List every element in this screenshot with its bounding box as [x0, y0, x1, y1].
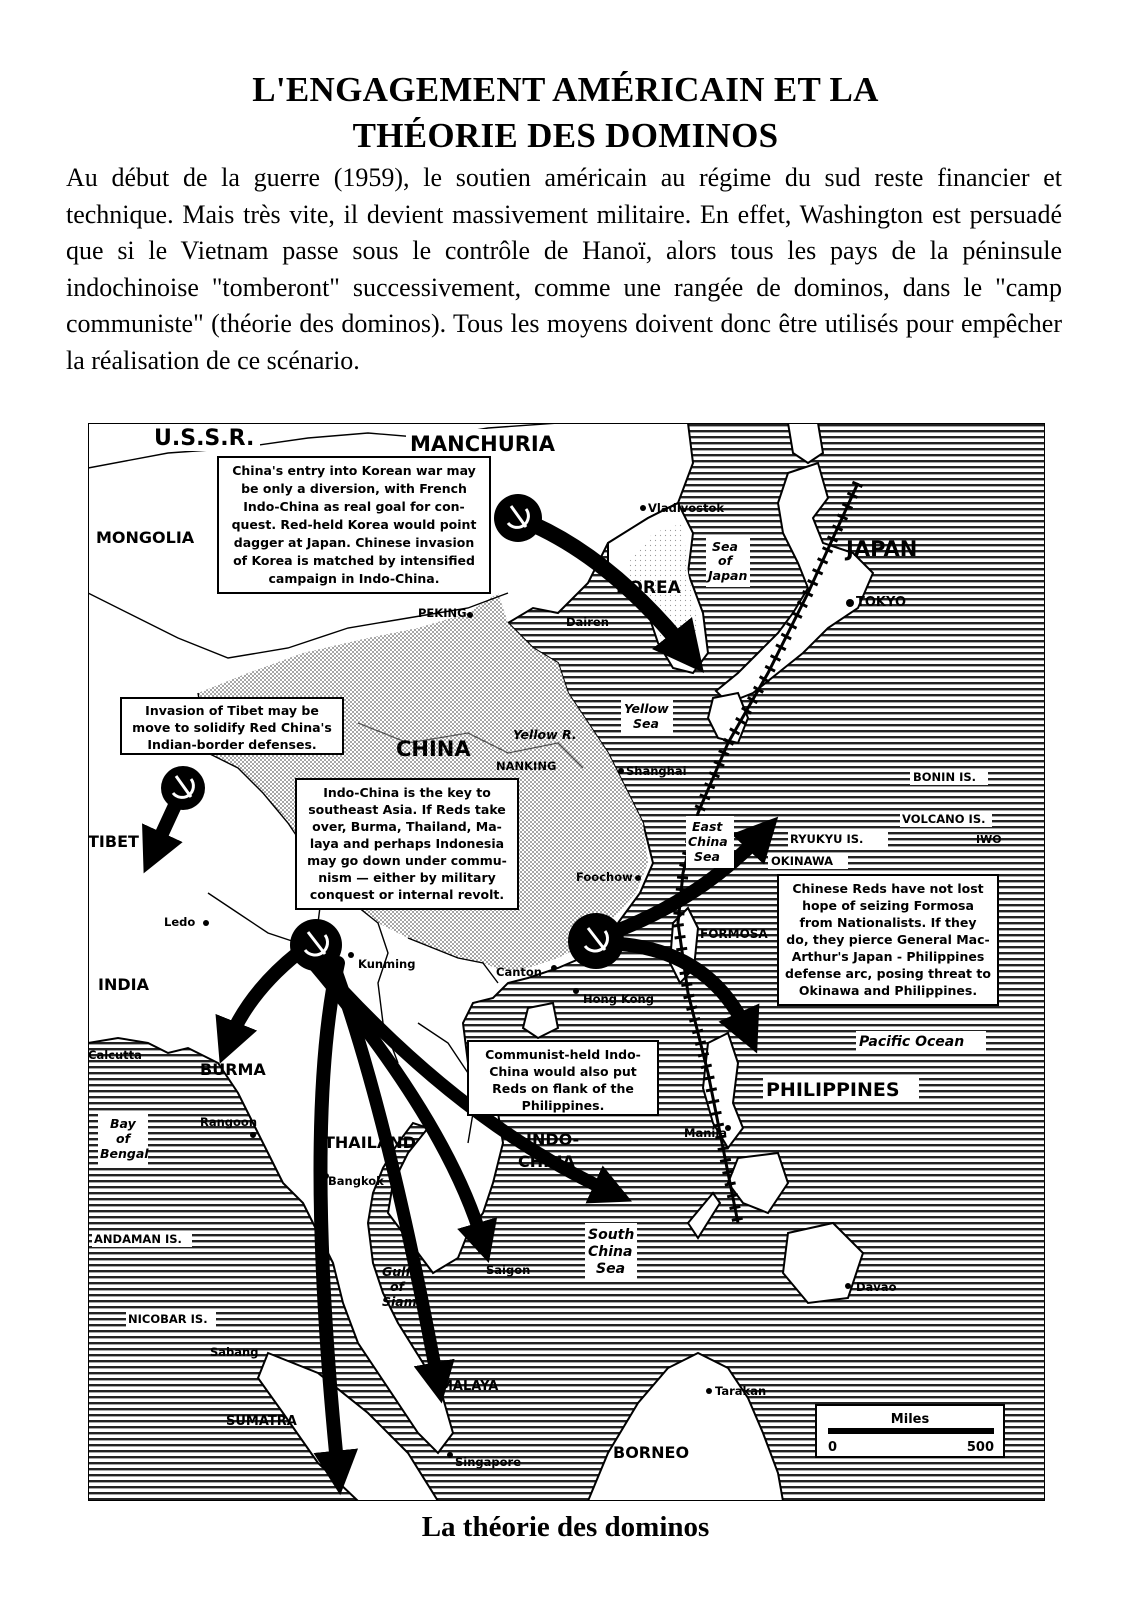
label-bengal-1: Bay	[110, 1116, 136, 1131]
annotation-formosa-line: defense arc, posing threat to	[785, 966, 991, 981]
label-sabang: Sabang	[210, 1345, 259, 1359]
label-tokyo: TOKYO	[856, 595, 906, 610]
annotation-formosa-line: from Nationalists. If they	[799, 915, 977, 930]
label-singapore: Singapore	[455, 1455, 522, 1469]
annotation-formosa-line: Arthur's Japan - Philippines	[791, 949, 985, 964]
page-title-line-2: THÉORIE DES DOMINOS	[352, 116, 779, 155]
annotation-philippines-line: Communist-held Indo-	[485, 1047, 641, 1062]
label-china: CHINA	[396, 737, 471, 761]
annotation-philippines-line: Philippines.	[521, 1098, 605, 1113]
annotation-indochina-line: nism — either by military	[318, 870, 496, 885]
label-shanghai: Shanghai	[626, 764, 687, 778]
annotation-formosa-line: Chinese Reds have not lost	[792, 881, 984, 896]
annotation-korea-line: Indo-China as real goal for con-	[243, 499, 465, 514]
label-malaya: MALAYA	[440, 1379, 499, 1394]
label-bangkok: Bangkok	[328, 1174, 384, 1188]
label-siam-1: Gulf	[382, 1264, 411, 1279]
label-rangoon: Rangoon	[200, 1115, 258, 1129]
label-siam-3: Siam	[382, 1294, 417, 1309]
label-yellow-sea-1: Yellow	[624, 701, 669, 716]
label-bonin: BONIN IS.	[913, 770, 977, 784]
hammer-sickle-icon	[161, 766, 205, 810]
label-iwo: IWO	[976, 833, 1002, 846]
label-calcutta: Calcutta	[88, 1048, 142, 1062]
label-indochina-1: INDO-	[526, 1130, 580, 1149]
label-sea-japan-2: of	[718, 553, 733, 568]
domino-theory-map	[88, 423, 1045, 1501]
label-ledo: Ledo	[164, 915, 196, 929]
label-manchuria: MANCHURIA	[410, 432, 556, 456]
label-siam-2: of	[390, 1279, 405, 1294]
label-pacific: Pacific Ocean	[859, 1034, 965, 1050]
label-nicobar: NICOBAR IS.	[128, 1312, 208, 1326]
annotation-indochina-line: over, Burma, Thailand, Ma-	[312, 819, 502, 834]
label-yellow-sea-2: Sea	[633, 716, 659, 731]
label-korea: KOREA	[616, 578, 681, 598]
annotation-indochina-line: Indo-China is the key to	[323, 785, 491, 800]
label-bengal-3: Bengal	[100, 1146, 149, 1161]
label-japan: JAPAN	[846, 537, 918, 561]
label-kunming: Kunming	[358, 957, 416, 971]
label-davao: Davao	[856, 1280, 897, 1294]
hammer-sickle-icon	[494, 494, 542, 542]
label-formosa: FORMOSA	[700, 927, 768, 941]
annotation-tibet	[121, 698, 343, 754]
label-sea-japan-1: Sea	[712, 539, 738, 554]
scale-max: 500	[966, 1440, 994, 1455]
annotation-korea	[218, 457, 490, 593]
label-indochina-2: CHINA	[518, 1152, 575, 1171]
annotation-korea-line: be only a diversion, with French	[241, 481, 467, 496]
label-mongolia: MONGOLIA	[96, 528, 195, 547]
label-thailand: THAILAND	[324, 1133, 416, 1152]
intro-paragraph	[66, 160, 1062, 379]
annotation-formosa-line: hope of seizing Formosa	[802, 898, 974, 913]
annotation-korea-line: of Korea is matched by intensified	[233, 553, 475, 568]
annotation-formosa	[778, 875, 998, 1005]
annotation-indochina	[296, 779, 518, 909]
label-ryukyu: RYUKYU IS.	[790, 832, 864, 846]
label-south-china-2: China	[588, 1244, 633, 1260]
label-andaman: ANDAMAN IS.	[94, 1232, 182, 1246]
map-caption: La théorie des dominos	[421, 1511, 710, 1543]
annotation-indochina-line: conquest or internal revolt.	[309, 887, 505, 902]
annotation-philippines	[468, 1041, 658, 1115]
page-title-line-1: L'ENGAGEMENT AMÉRICAIN ET LA	[252, 70, 879, 109]
annotation-indochina-line: may go down under commu-	[307, 853, 507, 868]
label-manila: Manila	[684, 1126, 728, 1140]
scale-min: 0	[828, 1440, 838, 1455]
label-canton: Canton	[496, 965, 542, 979]
label-foochow: Foochow	[576, 870, 633, 884]
annotation-tibet-line: move to solidify Red China's	[132, 720, 332, 735]
annotation-korea-line: dagger at Japan. Chinese invasion	[233, 535, 475, 550]
annotation-indochina-line: southeast Asia. If Reds take	[308, 802, 506, 817]
label-ussr: U.S.S.R.	[154, 426, 255, 451]
label-sea-japan-3: Japan	[708, 568, 748, 583]
label-philippines: PHILIPPINES	[766, 1079, 900, 1101]
annotation-formosa-line: do, they pierce General Mac-	[786, 932, 990, 947]
annotation-tibet-line: Invasion of Tibet may be	[145, 703, 319, 718]
annotation-korea-line: China's entry into Korean war may	[232, 463, 476, 478]
label-south-china-1: South	[588, 1227, 635, 1243]
scale-bar	[816, 1405, 1004, 1457]
label-borneo: BORNEO	[613, 1443, 690, 1462]
label-india: INDIA	[98, 975, 149, 994]
map-svg	[88, 423, 1045, 1501]
annotation-philippines-line: China would also put	[489, 1064, 637, 1079]
label-volcano: VOLCANO IS.	[902, 812, 986, 826]
label-bengal-2: of	[116, 1131, 131, 1146]
label-peking: PEKING	[418, 606, 467, 620]
label-yellow-river: Yellow R.	[513, 727, 577, 742]
label-nanking: NANKING	[496, 759, 557, 773]
scale-label: Miles	[890, 1412, 930, 1427]
label-tarakan: Tarakan	[715, 1384, 767, 1398]
annotation-formosa-line: Okinawa and Philippines.	[798, 983, 978, 998]
label-south-china-3: Sea	[596, 1261, 626, 1277]
hammer-sickle-icon	[290, 919, 342, 971]
hammer-sickle-icon	[568, 913, 624, 969]
label-burma: BURMA	[200, 1060, 266, 1079]
label-east-china-1: East	[692, 819, 723, 834]
intro-text: Au début de la guerre (1959), le soutien américain au régime du sud reste financier et technique. Mais très vite, il devient massivement militaire. En effet, Washington est persuadé que si le Vietnam passe sous le contrôle de Hanoï, alors tous les pays de la péninsule indochinoise "tomberont" successivement, comme une rangée de dominos, dans le "camp communiste" (théorie des dominos). Tous les moyens doivent donc être utilisés pour empêcher la réalisation de ce scénario.	[66, 163, 1062, 375]
annotation-korea-line: quest. Red-held Korea would point	[231, 517, 477, 532]
annotation-philippines-line: Reds on flank of the	[492, 1081, 634, 1096]
label-tibet: TIBET	[88, 832, 139, 851]
label-east-china-3: Sea	[694, 849, 720, 864]
label-dairen: Dairen	[566, 615, 609, 629]
label-okinawa: OKINAWA	[771, 854, 834, 868]
label-east-china-2: China	[688, 834, 728, 849]
label-saigon: Saigon	[486, 1263, 531, 1277]
label-vladivostok: Vladivostok	[648, 501, 725, 515]
annotation-korea-line: campaign in Indo-China.	[268, 571, 440, 586]
label-sumatra: SUMATRA	[226, 1414, 297, 1429]
label-hongkong: Hong Kong	[583, 992, 654, 1006]
annotation-tibet-line: Indian-border defenses.	[147, 737, 317, 752]
annotation-indochina-line: laya and perhaps Indonesia	[309, 836, 505, 851]
